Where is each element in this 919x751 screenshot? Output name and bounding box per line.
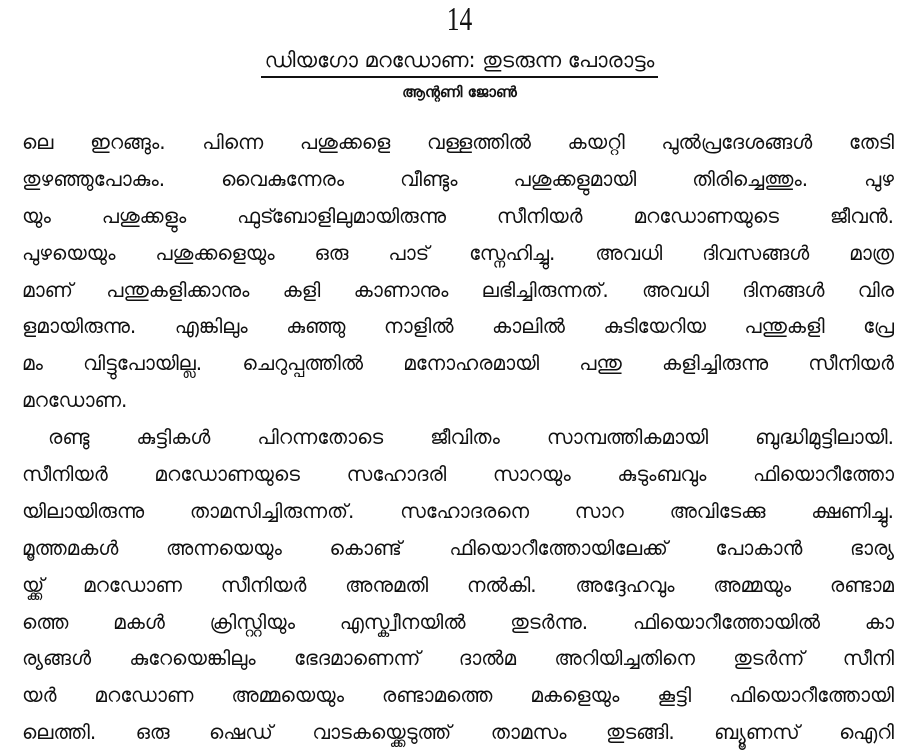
text-line: ലെ ഇറങ്ങും. പിന്നെ പശുക്കളെ വള്ളത്തിൽ കയറ്റി പുൽപ്രദേശങ്ങൾ തേടി — [22, 130, 894, 154]
text-line: തുഴഞ്ഞുപോകും. വൈകുന്നേരം വീണ്ടും പശുക്കളുമായി തിരിച്ചെത്തും. പുഴ — [22, 166, 894, 191]
text-line: മാണ് പന്തുകളിക്കാനും കളി കാണാനും ലഭിച്ചിരുന്നത്. അവധി ദിനങ്ങൾ വിര — [22, 277, 894, 302]
text-line: യർ മറഡോണ അമ്മയെയും രണ്ടാമത്തെ മകളെയും കൂട്ടി ഫിയൊറീത്തോയി — [22, 683, 894, 708]
text-line: മറഡോണ. — [22, 388, 128, 413]
page-number: 14 — [446, 1, 473, 38]
body-text — [22, 124, 894, 751]
text-line: ലെത്തി. ഒരു ഷെഡ് വാടകയ്ക്കെടുത്ത് താമസം തുടങ്ങി. ബ്യൂണസ് ഐറി — [22, 720, 894, 745]
text-line: പുഴയെയും പശുക്കളെയും ഒരു പാട് സ്നേഹിച്ചു. അവധി ദിവസങ്ങൾ മാത്ര — [22, 240, 894, 265]
text-line: ളമായിരുന്നു. എങ്കിലും കുഞ്ഞു നാളിൽ കാലിൽ കുടിയേറിയ പന്തുകളി പ്രേ — [22, 314, 894, 339]
text-line: ര്യങ്ങൾ കുറേയെങ്കിലും ഭേദമാണെന്ന് ദാൽമ അറിയിച്ചതിനെ തുടർന്ന് സീനി — [22, 646, 894, 671]
text-line: മൂത്തമകൾ അന്നയെയും കൊണ്ട് ഫിയൊറീത്തോയിലേക്ക് പോകാൻ ഭാര്യ — [22, 535, 894, 560]
text-line: രണ്ടു കുട്ടികൾ പിറന്നതോടെ ജീവിതം സാമ്പത്തികമായി ബുദ്ധിമുട്ടിലായി. — [48, 425, 894, 450]
author-name: ആന്റണി ജോൺ — [402, 83, 517, 101]
article-title: ഡിയഗോ മറഡോണ: തുടരുന്ന പോരാട്ടം — [261, 46, 659, 78]
text-line: യ്ക്ക് മറഡോണ സീനിയർ അനുമതി നൽകി. അദ്ദേഹവും അമ്മയും രണ്ടാമ — [22, 572, 894, 597]
text-line: മം വിട്ടുപോയില്ല. ചെറുപ്പത്തിൽ മനോഹരമായി പന്തു കളിച്ചിരുന്നു സീനിയർ — [22, 351, 894, 376]
article-header — [0, 46, 919, 102]
text-line: ത്തെ മകൾ ക്രിസ്റ്റിയും എസ്ക്വീനയിൽ തുടർന്നു. ഫിയൊറീത്തോയിൽ കാ — [22, 609, 894, 634]
text-line: സീനിയർ മറഡോണയുടെ സഹോദരി സാറയും കുടുംബവും ഫിയൊറീത്തോ — [22, 462, 894, 487]
text-line: യിലായിരുന്നു താമസിച്ചിരുന്നത്. സഹോദരനെ സാറ അവിടേക്കു ക്ഷണിച്ചു. — [22, 498, 894, 523]
text-line: യും പശുക്കളും ഫുട്ബോളിലുമായിരുന്നു സീനിയർ മറഡോണയുടെ ജീവൻ. — [22, 203, 894, 228]
